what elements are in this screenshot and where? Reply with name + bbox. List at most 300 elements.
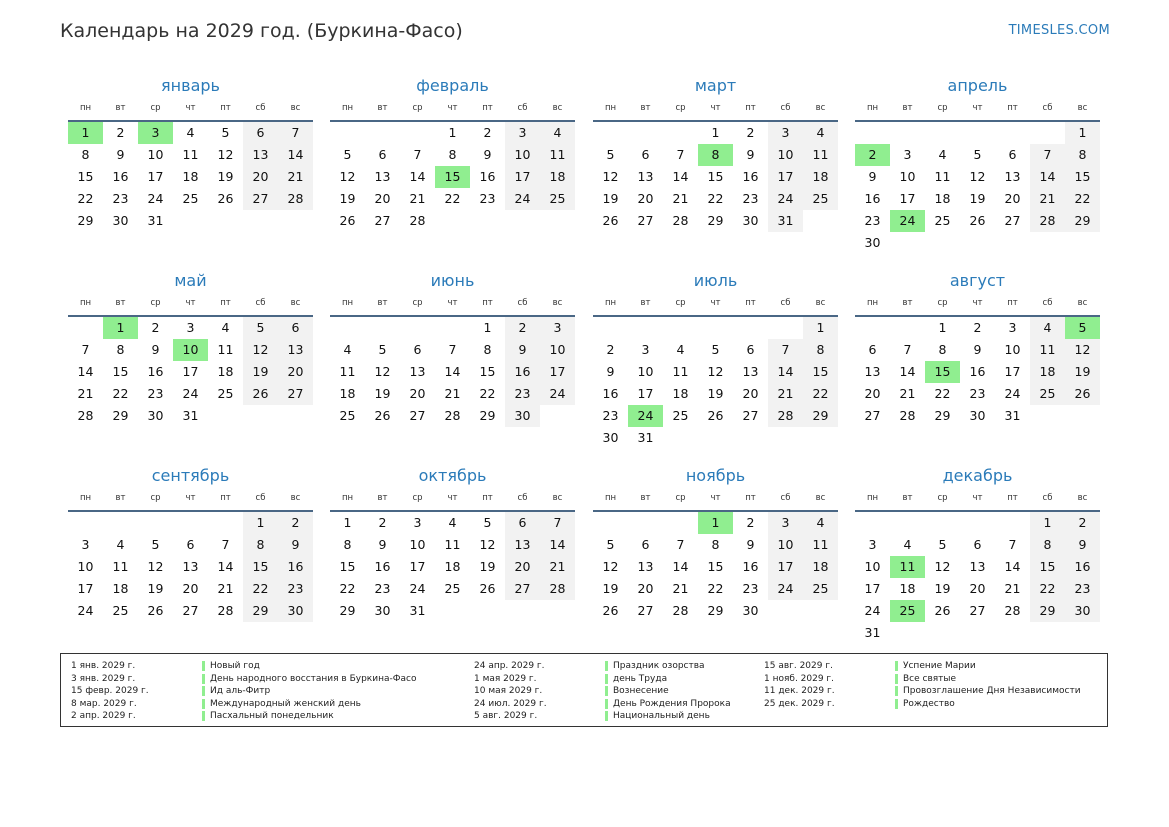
- day-grid: [330, 512, 575, 647]
- holiday-day-cell: 8: [698, 144, 733, 166]
- month-name: сентябрь: [151, 466, 230, 485]
- day-cell: 12: [969, 169, 986, 184]
- day-cell: 10: [637, 364, 654, 379]
- weekday-label: пт: [745, 493, 756, 503]
- weekday-label: пт: [482, 298, 493, 308]
- weekday-label: вт: [902, 298, 913, 308]
- day-cell: 1: [448, 125, 457, 140]
- day-cell: 19: [602, 191, 619, 206]
- day-cell: 28: [899, 408, 916, 423]
- day-cell: 10: [768, 144, 803, 166]
- day-cell: 24: [147, 191, 164, 206]
- day-cell: 26: [147, 603, 164, 618]
- day-cell: 10: [1004, 342, 1021, 357]
- day-cell: 13: [409, 364, 426, 379]
- weekday-label: пн: [866, 103, 879, 113]
- day-cell: 15: [112, 364, 129, 379]
- day-cell: 8: [343, 537, 352, 552]
- day-cell: 17: [147, 169, 164, 184]
- day-cell: 11: [1030, 339, 1065, 361]
- day-cell: 26: [602, 213, 619, 228]
- weekday-label: пт: [220, 493, 231, 503]
- day-cell: 15: [707, 559, 724, 574]
- day-cell: 11: [112, 559, 129, 574]
- weekday-header: [68, 298, 313, 312]
- day-cell: 7: [413, 147, 422, 162]
- day-cell: 25: [112, 603, 129, 618]
- day-cell: 27: [409, 408, 426, 423]
- weekday-label: пн: [341, 493, 354, 503]
- holiday-marker: [605, 711, 608, 721]
- day-cell: 20: [864, 386, 881, 401]
- day-cell: 28: [672, 213, 689, 228]
- day-cell: 23: [742, 581, 759, 596]
- weekday-label: пт: [220, 103, 231, 113]
- day-cell: 16: [864, 191, 881, 206]
- day-cell: 13: [505, 534, 540, 556]
- holiday-marker: [202, 699, 205, 709]
- day-cell: 26: [707, 408, 724, 423]
- day-cell: 4: [448, 515, 457, 530]
- weekday-label: пт: [482, 103, 493, 113]
- day-cell: 29: [934, 408, 951, 423]
- day-cell: 4: [938, 147, 947, 162]
- weekday-label: сб: [780, 103, 791, 113]
- day-cell: 8: [81, 147, 90, 162]
- weekday-label: пт: [1007, 103, 1018, 113]
- day-cell: 6: [243, 122, 278, 144]
- holiday-name: Международный женский день: [210, 698, 361, 709]
- weekday-label: ср: [937, 493, 948, 503]
- day-cell: 12: [707, 364, 724, 379]
- day-cell: 14: [899, 364, 916, 379]
- day-cell: 19: [374, 386, 391, 401]
- holiday-entry: [764, 698, 1094, 711]
- day-cell: 21: [278, 166, 313, 188]
- day-cell: 12: [217, 147, 234, 162]
- day-cell: 2: [606, 342, 615, 357]
- day-cell: 15: [77, 169, 94, 184]
- day-cell: 6: [641, 147, 650, 162]
- holiday-date: 15 февр. 2029 г.: [71, 686, 149, 697]
- weekday-label: вт: [640, 298, 651, 308]
- day-grid: [68, 512, 313, 647]
- weekday-label: вс: [1077, 103, 1088, 113]
- day-grid: [330, 317, 575, 452]
- day-cell: 5: [606, 537, 615, 552]
- day-cell: 28: [444, 408, 461, 423]
- weekday-label: ср: [675, 493, 686, 503]
- day-cell: 7: [768, 339, 803, 361]
- day-cell: 3: [768, 512, 803, 534]
- day-cell: 6: [413, 342, 422, 357]
- day-cell: 17: [899, 191, 916, 206]
- weekday-header: [330, 493, 575, 507]
- month-name: январь: [161, 76, 220, 95]
- holiday-marker: [895, 686, 898, 696]
- day-cell: 29: [707, 213, 724, 228]
- day-cell: 30: [602, 430, 619, 445]
- day-cell: 21: [77, 386, 94, 401]
- day-cell: 15: [707, 169, 724, 184]
- weekday-label: сб: [1042, 298, 1053, 308]
- weekday-label: вт: [902, 103, 913, 113]
- weekday-label: вс: [815, 298, 826, 308]
- day-cell: 18: [934, 191, 951, 206]
- weekday-label: сб: [255, 493, 266, 503]
- day-grid: [68, 122, 313, 257]
- holiday-name: Национальный день: [613, 711, 710, 722]
- day-cell: 6: [278, 317, 313, 339]
- day-cell: 29: [1030, 600, 1065, 622]
- day-cell: 17: [1004, 364, 1021, 379]
- day-cell: 27: [637, 603, 654, 618]
- holiday-name: День народного восстания в Буркина-Фасо: [210, 673, 417, 684]
- day-cell: 20: [742, 386, 759, 401]
- weekday-label: ср: [150, 298, 161, 308]
- day-cell: 20: [243, 166, 278, 188]
- day-cell: 5: [243, 317, 278, 339]
- day-cell: 23: [479, 191, 496, 206]
- day-cell: 26: [339, 213, 356, 228]
- day-cell: 29: [112, 408, 129, 423]
- day-cell: 30: [147, 408, 164, 423]
- day-cell: 28: [278, 188, 313, 210]
- weekday-header: [593, 103, 838, 117]
- day-cell: 19: [243, 361, 278, 383]
- day-cell: 17: [77, 581, 94, 596]
- day-cell: 19: [969, 191, 986, 206]
- weekday-label: чт: [710, 103, 721, 113]
- day-cell: 8: [1030, 534, 1065, 556]
- day-cell: 21: [768, 383, 803, 405]
- day-cell: 28: [768, 405, 803, 427]
- day-cell: 12: [1065, 339, 1100, 361]
- weekday-label: вт: [377, 103, 388, 113]
- holiday-date: 10 мая 2029 г.: [474, 686, 543, 697]
- day-cell: 22: [243, 578, 278, 600]
- weekday-label: пн: [604, 298, 617, 308]
- month-name: февраль: [416, 76, 489, 95]
- month-name: июнь: [430, 271, 475, 290]
- day-cell: 12: [339, 169, 356, 184]
- holiday-name: Пасхальный понедельник: [210, 711, 334, 722]
- day-cell: 18: [444, 559, 461, 574]
- day-cell: 4: [676, 342, 685, 357]
- day-cell: 15: [479, 364, 496, 379]
- day-cell: 4: [1030, 317, 1065, 339]
- weekday-label: вс: [552, 493, 563, 503]
- day-cell: 10: [409, 537, 426, 552]
- day-cell: 3: [1008, 320, 1017, 335]
- day-cell: 19: [934, 581, 951, 596]
- day-cell: 9: [483, 147, 492, 162]
- holiday-name: день Труда: [613, 673, 668, 684]
- day-cell: 24: [864, 603, 881, 618]
- weekday-label: чт: [447, 298, 458, 308]
- day-cell: 1: [711, 125, 720, 140]
- day-cell: 6: [973, 537, 982, 552]
- day-cell: 20: [505, 556, 540, 578]
- holiday-date: 3 янв. 2029 г.: [71, 673, 136, 684]
- day-cell: 8: [803, 339, 838, 361]
- day-cell: 22: [707, 191, 724, 206]
- weekday-header: [68, 103, 313, 117]
- day-cell: 22: [77, 191, 94, 206]
- weekday-label: пт: [482, 493, 493, 503]
- day-cell: 10: [864, 559, 881, 574]
- day-cell: 19: [602, 581, 619, 596]
- weekday-label: вс: [815, 493, 826, 503]
- day-cell: 21: [409, 191, 426, 206]
- day-cell: 11: [672, 364, 689, 379]
- holiday-date: 1 янв. 2029 г.: [71, 661, 136, 671]
- day-cell: 14: [768, 361, 803, 383]
- holiday-name: Новый год: [210, 661, 260, 671]
- holiday-name: Ид аль-Фитр: [210, 686, 271, 697]
- day-cell: 2: [505, 317, 540, 339]
- day-cell: 20: [1004, 191, 1021, 206]
- day-cell: 18: [339, 386, 356, 401]
- day-cell: 30: [864, 235, 881, 250]
- day-cell: 2: [746, 515, 755, 530]
- day-cell: 23: [505, 383, 540, 405]
- holiday-date: 15 авг. 2029 г.: [764, 661, 833, 671]
- weekday-header: [855, 298, 1100, 312]
- weekday-label: пн: [866, 493, 879, 503]
- month-name: октябрь: [418, 466, 487, 485]
- day-cell: 19: [339, 191, 356, 206]
- weekday-label: пн: [341, 298, 354, 308]
- holiday-entry: [474, 710, 864, 723]
- month-name: август: [949, 271, 1006, 290]
- day-cell: 30: [505, 405, 540, 427]
- day-cell: 22: [707, 581, 724, 596]
- day-cell: 18: [672, 386, 689, 401]
- day-cell: 18: [182, 169, 199, 184]
- weekday-label: ср: [937, 298, 948, 308]
- day-cell: 21: [672, 191, 689, 206]
- day-cell: 21: [899, 386, 916, 401]
- day-cell: 5: [606, 147, 615, 162]
- day-cell: 18: [1030, 361, 1065, 383]
- day-cell: 1: [803, 317, 838, 339]
- day-cell: 17: [409, 559, 426, 574]
- day-cell: 5: [378, 342, 387, 357]
- day-cell: 19: [707, 386, 724, 401]
- weekday-label: пт: [745, 103, 756, 113]
- day-cell: 1: [1030, 512, 1065, 534]
- site-link[interactable]: TIMESLES.COM: [1008, 23, 1110, 38]
- day-cell: 31: [182, 408, 199, 423]
- weekday-label: вс: [290, 298, 301, 308]
- day-cell: 10: [147, 147, 164, 162]
- holiday-name: Успение Марии: [903, 661, 976, 671]
- day-cell: 17: [637, 386, 654, 401]
- weekday-label: чт: [185, 103, 196, 113]
- day-cell: 25: [672, 408, 689, 423]
- day-cell: 6: [868, 342, 877, 357]
- day-cell: 8: [938, 342, 947, 357]
- day-cell: 19: [217, 169, 234, 184]
- day-cell: 27: [505, 578, 540, 600]
- day-cell: 3: [641, 342, 650, 357]
- weekday-label: вт: [902, 493, 913, 503]
- day-grid: [593, 317, 838, 452]
- holiday-marker: [895, 674, 898, 684]
- day-cell: 12: [934, 559, 951, 574]
- holiday-date: 5 авг. 2029 г.: [474, 711, 538, 722]
- day-grid: [593, 122, 838, 257]
- holiday-date: 1 нояб. 2029 г.: [764, 673, 835, 684]
- weekday-label: сб: [517, 493, 528, 503]
- weekday-label: вс: [1077, 298, 1088, 308]
- day-cell: 15: [1065, 166, 1100, 188]
- day-cell: 3: [868, 537, 877, 552]
- day-cell: 22: [1030, 578, 1065, 600]
- weekday-label: ср: [675, 298, 686, 308]
- day-cell: 4: [803, 512, 838, 534]
- day-cell: 22: [444, 191, 461, 206]
- day-cell: 15: [1030, 556, 1065, 578]
- weekday-label: ср: [675, 103, 686, 113]
- day-cell: 13: [1004, 169, 1021, 184]
- weekday-label: пн: [79, 493, 92, 503]
- weekday-label: вс: [815, 103, 826, 113]
- day-cell: 3: [540, 317, 575, 339]
- weekday-label: чт: [710, 298, 721, 308]
- weekday-label: сб: [1042, 103, 1053, 113]
- day-cell: 24: [768, 188, 803, 210]
- day-cell: 20: [182, 581, 199, 596]
- weekday-label: ср: [412, 298, 423, 308]
- day-cell: 7: [1008, 537, 1017, 552]
- day-cell: 7: [221, 537, 230, 552]
- day-cell: 16: [969, 364, 986, 379]
- day-cell: 11: [803, 534, 838, 556]
- day-cell: 9: [505, 339, 540, 361]
- day-cell: 17: [182, 364, 199, 379]
- day-cell: 24: [540, 383, 575, 405]
- day-cell: 10: [899, 169, 916, 184]
- day-cell: 27: [374, 213, 391, 228]
- holiday-marker: [605, 686, 608, 696]
- weekday-label: чт: [185, 493, 196, 503]
- weekday-label: сб: [1042, 493, 1053, 503]
- holiday-day-cell: 15: [925, 361, 960, 383]
- day-cell: 23: [742, 191, 759, 206]
- holiday-date: 24 июл. 2029 г.: [474, 698, 547, 709]
- day-cell: 31: [409, 603, 426, 618]
- day-cell: 26: [602, 603, 619, 618]
- day-cell: 6: [1008, 147, 1017, 162]
- day-cell: 25: [217, 386, 234, 401]
- weekday-header: [330, 103, 575, 117]
- day-cell: 20: [374, 191, 391, 206]
- day-cell: 3: [81, 537, 90, 552]
- day-cell: 14: [77, 364, 94, 379]
- day-cell: 9: [973, 342, 982, 357]
- day-cell: 16: [602, 386, 619, 401]
- holiday-entry: [71, 698, 461, 711]
- day-cell: 11: [444, 537, 461, 552]
- weekday-label: чт: [447, 103, 458, 113]
- day-cell: 1: [343, 515, 352, 530]
- weekday-label: вс: [290, 493, 301, 503]
- day-cell: 29: [339, 603, 356, 618]
- day-cell: 31: [864, 625, 881, 640]
- day-cell: 13: [243, 144, 278, 166]
- holiday-entry: [71, 660, 461, 673]
- day-cell: 16: [479, 169, 496, 184]
- weekday-label: чт: [972, 298, 983, 308]
- day-cell: 17: [768, 166, 803, 188]
- holiday-column: [71, 660, 461, 723]
- day-cell: 29: [243, 600, 278, 622]
- day-cell: 16: [147, 364, 164, 379]
- day-cell: 7: [448, 342, 457, 357]
- day-cell: 13: [278, 339, 313, 361]
- day-cell: 23: [1065, 578, 1100, 600]
- month-name: апрель: [947, 76, 1008, 95]
- day-cell: 11: [540, 144, 575, 166]
- day-cell: 26: [1065, 383, 1100, 405]
- weekday-header: [593, 493, 838, 507]
- day-cell: 5: [151, 537, 160, 552]
- day-cell: 28: [1030, 210, 1065, 232]
- weekday-label: ср: [150, 103, 161, 113]
- holiday-date: 1 мая 2029 г.: [474, 673, 537, 684]
- day-cell: 28: [1004, 603, 1021, 618]
- weekday-label: сб: [780, 493, 791, 503]
- day-cell: 18: [217, 364, 234, 379]
- holiday-list: [60, 653, 1108, 727]
- day-cell: 17: [864, 581, 881, 596]
- day-cell: 25: [803, 578, 838, 600]
- weekday-header: [855, 493, 1100, 507]
- day-cell: 1: [483, 320, 492, 335]
- day-cell: 12: [374, 364, 391, 379]
- day-cell: 5: [711, 342, 720, 357]
- day-cell: 6: [746, 342, 755, 357]
- day-cell: 7: [676, 147, 685, 162]
- weekday-label: чт: [447, 493, 458, 503]
- day-cell: 1: [243, 512, 278, 534]
- day-cell: 27: [278, 383, 313, 405]
- weekday-label: сб: [517, 103, 528, 113]
- day-cell: 4: [803, 122, 838, 144]
- day-cell: 11: [934, 169, 951, 184]
- day-cell: 25: [444, 581, 461, 596]
- day-cell: 7: [540, 512, 575, 534]
- weekday-label: чт: [185, 298, 196, 308]
- day-cell: 4: [540, 122, 575, 144]
- weekday-label: пн: [79, 103, 92, 113]
- page-title: Календарь на 2029 год. (Буркина-Фасо): [60, 20, 463, 42]
- day-cell: 16: [505, 361, 540, 383]
- day-cell: 12: [147, 559, 164, 574]
- day-grid: [855, 317, 1100, 452]
- day-cell: 24: [77, 603, 94, 618]
- day-cell: 25: [182, 191, 199, 206]
- day-cell: 23: [969, 386, 986, 401]
- day-cell: 22: [479, 386, 496, 401]
- day-cell: 5: [973, 147, 982, 162]
- day-cell: 27: [864, 408, 881, 423]
- holiday-day-cell: 15: [435, 166, 470, 188]
- day-cell: 25: [339, 408, 356, 423]
- day-cell: 4: [221, 320, 230, 335]
